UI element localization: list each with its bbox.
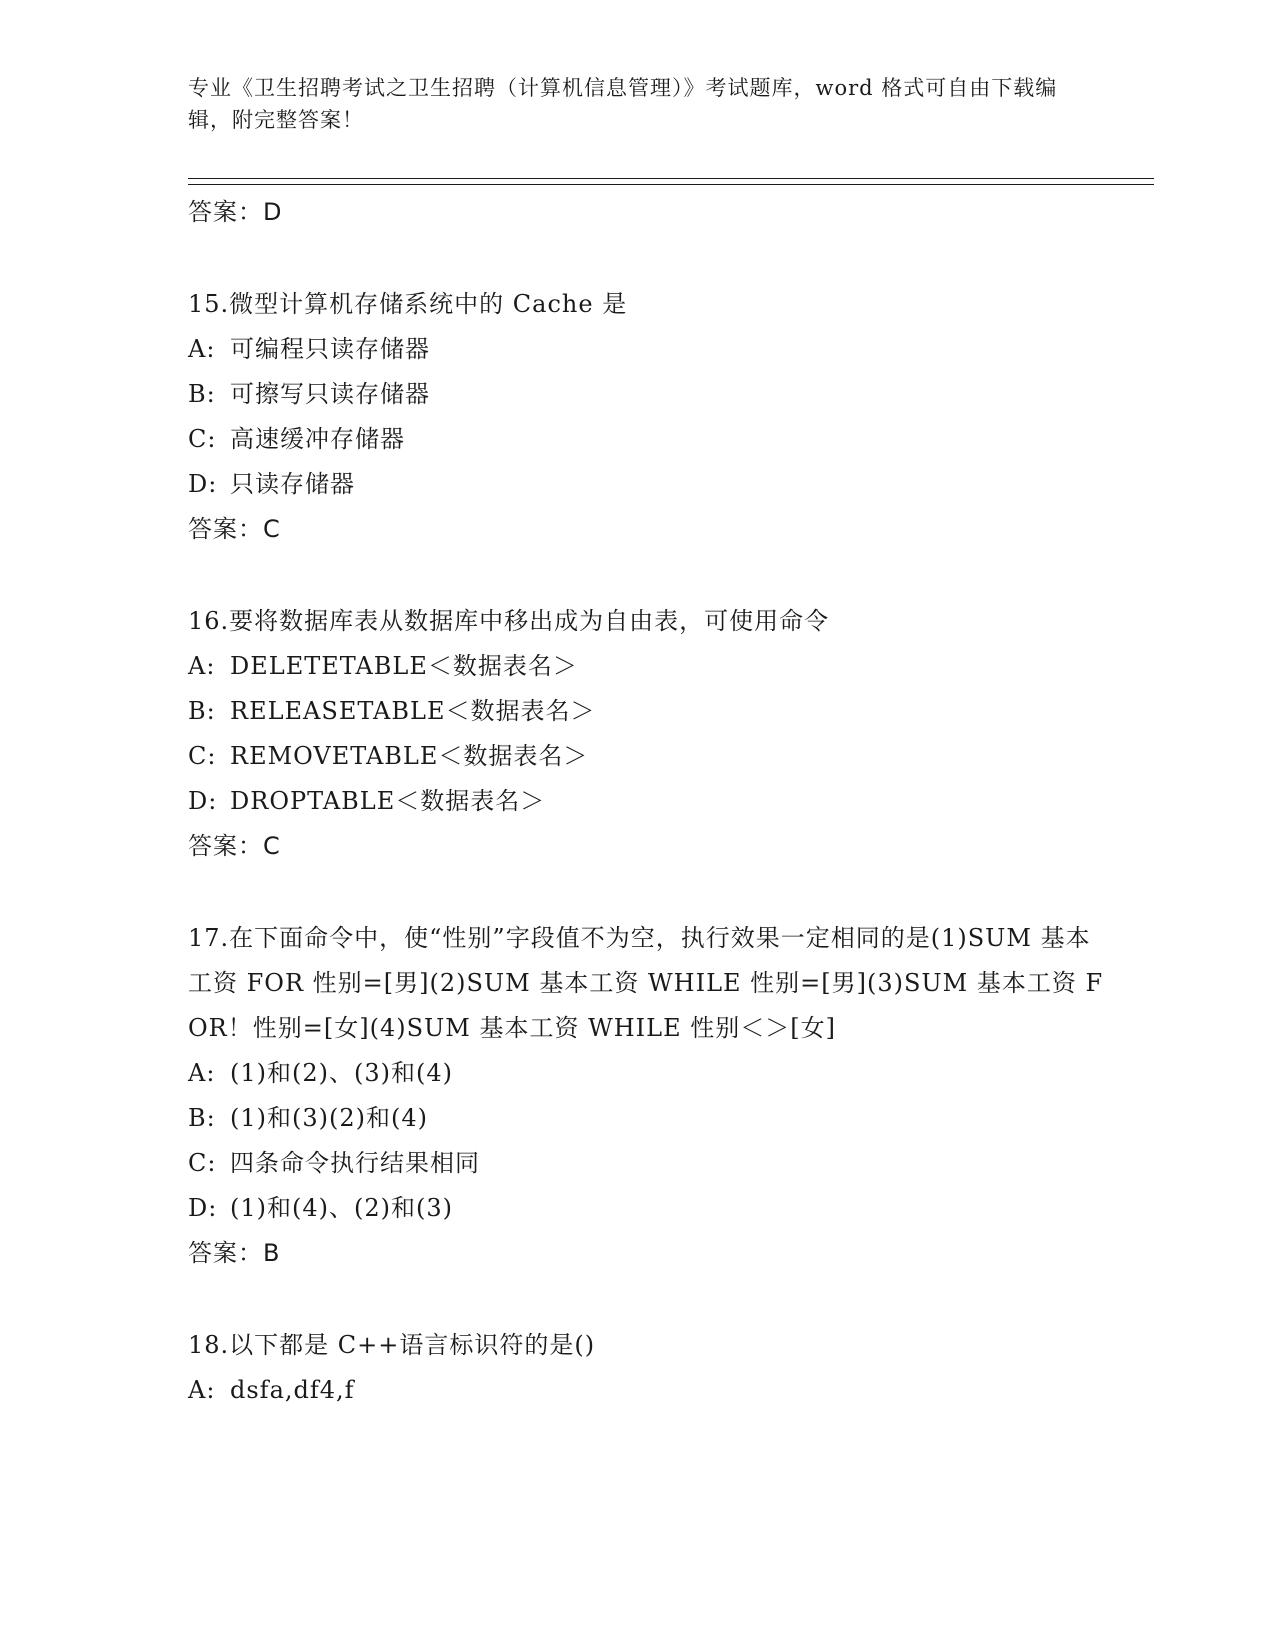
question-stem: 16.要将数据库表从数据库中移出成为自由表，可使用命令	[188, 607, 830, 635]
option-b	[188, 1096, 1108, 1141]
option-a	[188, 327, 1108, 372]
option-a	[188, 1051, 1108, 1096]
option-key: C:	[188, 742, 217, 770]
option-text: (1)和(4)、(2)和(3)	[230, 1194, 453, 1222]
option-key: D:	[188, 787, 218, 815]
option-c	[188, 1141, 1108, 1186]
option-text: 可编程只读存储器	[230, 335, 430, 363]
option-key: C:	[188, 425, 217, 453]
question-16	[188, 599, 1108, 868]
option-key: D:	[188, 470, 218, 498]
question-18	[188, 1323, 1108, 1413]
option-text: 可擦写只读存储器	[230, 380, 430, 408]
option-d	[188, 1186, 1108, 1231]
answer: 答案：C	[188, 515, 281, 543]
option-c	[188, 417, 1108, 462]
answer: 答案：C	[188, 832, 281, 860]
option-text: DROPTABLE＜数据表名＞	[230, 787, 546, 815]
option-key: B:	[188, 380, 216, 408]
option-key: A:	[188, 335, 216, 363]
option-a	[188, 644, 1108, 689]
option-text: RELEASETABLE＜数据表名＞	[230, 697, 596, 725]
option-a	[188, 1368, 1108, 1413]
option-text: (1)和(2)、(3)和(4)	[230, 1059, 453, 1087]
option-text: 高速缓冲存储器	[230, 425, 405, 453]
question-17	[188, 916, 1108, 1275]
option-key: C:	[188, 1149, 217, 1177]
option-key: A:	[188, 1059, 216, 1087]
document-body	[188, 190, 1108, 1413]
question-stem: 17.在下面命令中，使“性别”字段值不为空，执行效果一定相同的是(1)SUM 基本工资 FOR 性别=[男](2)SUM 基本工资 WHILE 性别=[男](3)SUM 基本工资 FOR！性别=[女](4)SUM 基本工资 WHILE 性别＜＞[女]	[188, 924, 1104, 1042]
option-key: A:	[188, 1376, 216, 1404]
question-15	[188, 282, 1108, 551]
page-header: 专业《卫生招聘考试之卫生招聘（计算机信息管理）》考试题库，word 格式可自由下载编辑，附完整答案！	[188, 76, 1058, 132]
option-text: 只读存储器	[230, 470, 355, 498]
option-text: dsfa,df4,f	[230, 1376, 355, 1404]
option-text: DELETETABLE＜数据表名＞	[230, 652, 578, 680]
option-text: REMOVETABLE＜数据表名＞	[230, 742, 589, 770]
question-stem: 18.以下都是 C++语言标识符的是()	[188, 1331, 596, 1359]
option-key: B:	[188, 1104, 216, 1132]
option-c	[188, 734, 1108, 779]
answer: 答案：B	[188, 1239, 281, 1267]
question-stem: 15.微型计算机存储系统中的 Cache 是	[188, 290, 628, 318]
header-rule	[188, 178, 1154, 185]
option-b	[188, 372, 1108, 417]
option-key: D:	[188, 1194, 218, 1222]
option-d	[188, 462, 1108, 507]
option-text: 四条命令执行结果相同	[230, 1149, 480, 1177]
option-key: A:	[188, 652, 216, 680]
answer-previous: 答案：D	[188, 198, 283, 226]
option-d	[188, 779, 1108, 824]
option-b	[188, 689, 1108, 734]
option-text: (1)和(3)(2)和(4)	[230, 1104, 428, 1132]
option-key: B:	[188, 697, 216, 725]
